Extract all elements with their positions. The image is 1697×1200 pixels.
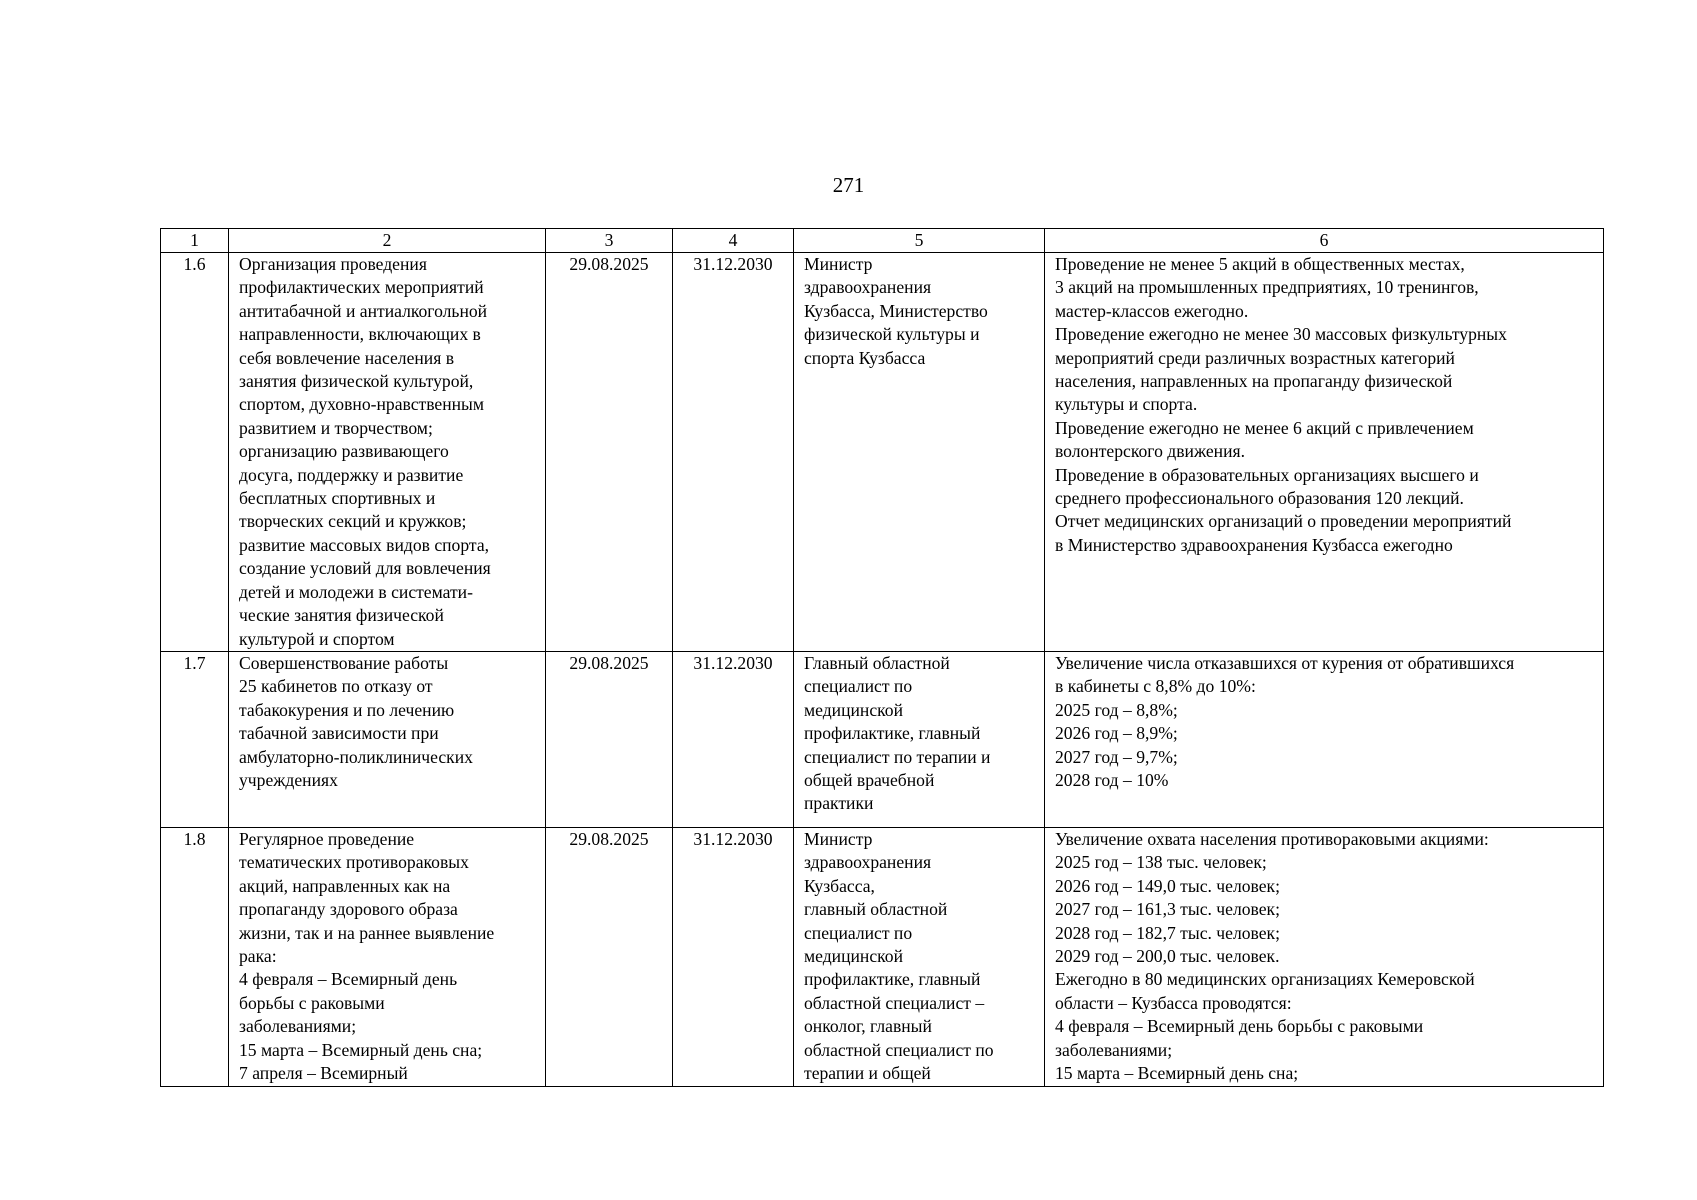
event-cell <box>229 253 546 652</box>
column-header: 1 <box>161 229 229 253</box>
measures-table <box>160 228 1604 1087</box>
result-cell <box>1045 253 1604 652</box>
result-text: Проведение не менее 5 акций в общественных местах, 3 акций на промышленных предприятиях, 10 тренингов, мастер-классов ежегодно. Проведение ежегодно не менее 30 массовых физкультурных мероприятий среди различных возрастных категорий населения, направленных на пропаганду физической культуры и спорта. Проведение ежегодно не менее 6 акций с привлечением волонтерского движения. Проведение в образовательных организациях высшего и среднего профессионального образования 120 лекций. Отчет медицинских организаций о проведении мероприятий в Министерство здравоохранения Кузбасса ежегодно <box>1055 254 1512 555</box>
column-header: 2 <box>229 229 546 253</box>
row-number: 1.7 <box>161 651 229 827</box>
result-cell <box>1045 651 1604 827</box>
start-date: 29.08.2025 <box>546 651 673 827</box>
responsible-text: Главный областной специалист по медицинской профилактике, главный специалист по терапии и общей врачебной практики <box>804 652 991 814</box>
start-date: 29.08.2025 <box>546 827 673 1086</box>
row-number: 1.6 <box>161 253 229 652</box>
event-cell <box>229 827 546 1086</box>
responsible-text: Министр здравоохранения Кузбасса, Министерство физической культуры и спорта Кузбасса <box>804 254 988 368</box>
start-date: 29.08.2025 <box>546 253 673 652</box>
column-header: 3 <box>546 229 673 253</box>
event-text: Организация проведения профилактических мероприятий антитабачной и антиалкогольной направленности, включающих в себя вовлечение населения в занятия физической культурой, спортом, духовно-нравственным развитием и творчеством; организацию развивающего досуга, поддержку и развитие бесплатных спортивных и творческих секций и кружков; развитие массовых видов спорта, создание условий для вовлечения детей и молодежи в системати- ческие занятия физической культурой и спортом <box>239 254 491 649</box>
end-date: 31.12.2030 <box>673 253 794 652</box>
responsible-cell <box>794 253 1045 652</box>
page-number: 271 <box>832 173 865 197</box>
end-date: 31.12.2030 <box>673 827 794 1086</box>
responsible-cell <box>794 827 1045 1086</box>
responsible-text: Министр здравоохранения Кузбасса, главный областной специалист по медицинской профилактике, главный областной специалист – онколог, главный областной специалист по терапии и общей <box>804 828 994 1083</box>
event-text: Совершенствование работы 25 кабинетов по отказу от табакокурения и по лечению табачной зависимости при амбулаторно-поликлинических учреждениях <box>239 652 473 790</box>
event-text: Регулярное проведение тематических противораковых акций, направленных как на пропаганду здорового образа жизни, так и на раннее выявление рака: 4 февраля – Всемирный день борьбы с раковыми заболеваниями; 15 марта – Всемирный день сна; 7 апреля – Всемирный <box>239 828 495 1083</box>
result-text: Увеличение охвата населения противораковыми акциями: 2025 год – 138 тыс. человек; 2026 год – 149,0 тыс. человек; 2027 год – 161,3 тыс. человек; 2028 год – 182,7 тыс. человек; 2029 год – 200,0 тыс. человек. Ежегодно в 80 медицинских организациях Кемеровской области – Кузбасса проводятся: 4 февраля – Всемирный день борьбы с раковыми заболеваниями; 15 марта – Всемирный день сна; <box>1055 828 1489 1083</box>
result-text: Увеличение числа отказавшихся от курения от обратившихся в кабинеты с 8,8% до 10%: 2025 год – 8,8%; 2026 год – 8,9%; 2027 год – 9,7%; 2028 год – 10% <box>1055 652 1515 790</box>
table-header-row <box>161 229 1604 253</box>
table-row <box>161 827 1604 1086</box>
column-header: 4 <box>673 229 794 253</box>
responsible-cell <box>794 651 1045 827</box>
table-row <box>161 253 1604 652</box>
column-header: 5 <box>794 229 1045 253</box>
result-cell <box>1045 827 1604 1086</box>
row-number: 1.8 <box>161 827 229 1086</box>
event-cell <box>229 651 546 827</box>
table-row <box>161 651 1604 827</box>
column-header: 6 <box>1045 229 1604 253</box>
end-date: 31.12.2030 <box>673 651 794 827</box>
